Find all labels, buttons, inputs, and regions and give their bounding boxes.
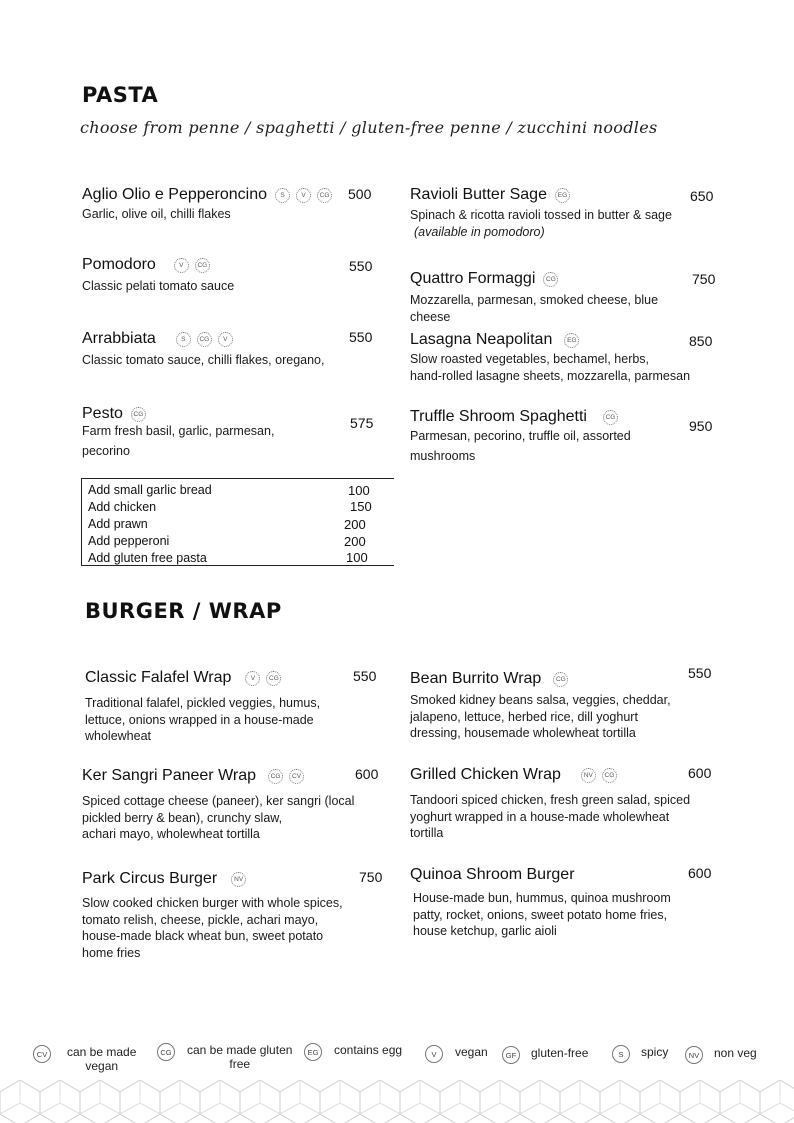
item-description: Mozzarella, parmesan, smoked cheese, blue cheese <box>410 293 659 324</box>
item-description: house-made black wheat bun, sweet potato <box>82 929 324 943</box>
legend-item <box>33 1045 136 1073</box>
gluten-free-icon: GF <box>502 1046 520 1064</box>
item-description: hand-rolled lasagne sheets, mozzarella, parmesan <box>410 368 691 383</box>
item-description: jalapeno, lettuce, herbed rice, dill yoghurt <box>410 709 638 724</box>
item-price: 550 <box>349 258 373 274</box>
menu-item <box>410 670 690 742</box>
item-price: 750 <box>359 869 383 885</box>
item-description: house ketchup, garlic aioli <box>413 924 557 938</box>
legend-label: spicy <box>641 1045 669 1059</box>
legend-label: gluten-free <box>531 1046 589 1060</box>
menu-item <box>85 669 355 745</box>
item-price: 575 <box>350 415 374 431</box>
menu-item <box>410 766 700 842</box>
gluten-free-option-icon: CG <box>553 672 568 687</box>
menu-item <box>82 330 382 369</box>
menu-item <box>82 767 362 843</box>
item-description: Garlic, olive oil, chilli flakes <box>82 207 231 221</box>
item-description: tortilla <box>410 826 444 840</box>
contains-egg-icon: EG <box>555 188 570 203</box>
item-description: House-made bun, hummus, quinoa mushroom <box>413 891 671 905</box>
item-description: Spinach & ricotta ravioli tossed in butter & sage <box>410 208 672 222</box>
gluten-free-option-icon: CG <box>157 1043 175 1061</box>
item-description: pickled berry & bean), crunchy slaw, <box>82 810 283 825</box>
item-price: 600 <box>355 766 379 782</box>
menu-item <box>82 405 382 459</box>
item-price: 550 <box>688 665 712 681</box>
vegan-icon: V <box>245 671 260 686</box>
pasta-subtitle: choose from penne / spaghetti / gluten-free penne / zucchini noodles <box>80 118 658 137</box>
menu-item <box>410 270 700 325</box>
item-price: 850 <box>689 333 713 349</box>
addon-label: Add pepperoni <box>88 534 170 548</box>
contains-egg-icon: EG <box>564 333 579 348</box>
menu-item <box>410 866 690 940</box>
item-name: Ker Sangri Paneer Wrap <box>82 767 257 784</box>
item-description: Slow roasted vegetables, bechamel, herbs, <box>410 352 650 366</box>
gluten-free-option-icon: CG <box>266 671 281 686</box>
item-description: Traditional falafel, pickled veggies, humus, <box>85 696 321 710</box>
hexagon-pattern-decoration <box>0 1080 794 1123</box>
legend-label: vegan <box>85 1059 119 1073</box>
item-name: Classic Falafel Wrap <box>85 669 232 686</box>
legend-label: non veg <box>714 1046 757 1060</box>
item-description: tomato relish, cheese, pickle, achari mayo, <box>82 912 319 927</box>
gluten-free-option-icon: CG <box>603 410 618 425</box>
legend-item <box>425 1045 488 1063</box>
addon-price: 100 <box>348 483 370 498</box>
gluten-free-option-icon: CG <box>602 768 617 783</box>
item-name: Quinoa Shroom Burger <box>410 866 575 883</box>
item-name: Aglio Olio e Pepperoncino <box>82 186 268 203</box>
item-name: Grilled Chicken Wrap <box>410 766 561 783</box>
item-name: Pomodoro <box>82 256 156 273</box>
contains-egg-icon: EG <box>304 1043 322 1061</box>
item-description: lettuce, onions wrapped in a house-made <box>85 712 314 727</box>
item-name: Pesto <box>82 405 123 422</box>
non-veg-icon: NV <box>231 872 246 887</box>
vegan-icon: V <box>296 188 311 203</box>
item-description: Parmesan, pecorino, truffle oil, assorted <box>410 429 631 443</box>
item-description: Classic tomato sauce, chilli flakes, oregano, <box>82 353 325 367</box>
item-price: 650 <box>690 188 714 204</box>
legend-item <box>304 1043 402 1061</box>
vegan-icon: V <box>218 332 233 347</box>
addon-label: Add prawn <box>88 517 148 531</box>
legend-label: free <box>229 1057 251 1071</box>
pasta-section-title: PASTA <box>82 83 159 107</box>
menu-item <box>82 870 348 961</box>
item-price: 600 <box>688 765 712 781</box>
item-description: Classic pelati tomato sauce <box>82 279 235 293</box>
addon-price: 200 <box>344 517 366 532</box>
item-description: Farm fresh basil, garlic, parmesan, <box>82 424 275 438</box>
item-description: achari mayo, wholewheat tortilla <box>82 827 260 841</box>
non-veg-icon: NV <box>685 1046 703 1064</box>
item-name: Bean Burrito Wrap <box>410 670 542 687</box>
item-description: pecorino <box>82 443 130 458</box>
item-description: dressing, housemade wholewheat tortilla <box>410 726 636 740</box>
addons-box <box>81 478 394 566</box>
item-description: patty, rocket, onions, sweet potato home fries, <box>413 907 668 922</box>
item-price: 950 <box>689 418 713 434</box>
vegan-option-icon: CV <box>33 1045 51 1063</box>
menu-item <box>410 331 700 384</box>
item-description: home fries <box>82 945 141 960</box>
spicy-icon: S <box>612 1045 630 1063</box>
addon-price: 200 <box>344 534 366 549</box>
legend-item <box>612 1045 668 1063</box>
spicy-icon: S <box>176 332 191 347</box>
legend-label: contains egg <box>334 1043 403 1057</box>
item-price: 550 <box>349 329 373 345</box>
item-price: 750 <box>692 271 716 287</box>
item-name: Quattro Formaggi <box>410 270 536 287</box>
item-note: (available in pomodoro) <box>414 224 545 239</box>
burger-section-title: BURGER / WRAP <box>85 599 282 623</box>
item-description: Slow cooked chicken burger with whole spices, <box>82 896 343 910</box>
gluten-free-option-icon: CG <box>197 332 212 347</box>
item-description: Spiced cottage cheese (paneer), ker sangri (local <box>82 794 355 808</box>
vegan-option-icon: CV <box>289 769 304 784</box>
legend-item <box>157 1043 292 1071</box>
addon-label: Add chicken <box>88 500 157 514</box>
item-description: wholewheat <box>85 729 152 743</box>
item-name: Truffle Shroom Spaghetti <box>410 408 587 425</box>
legend-label: vegan <box>455 1045 488 1059</box>
gluten-free-option-icon: CG <box>131 407 146 422</box>
addon-price: 150 <box>350 499 372 514</box>
legend-label: can be made <box>67 1045 137 1059</box>
item-description: yoghurt wrapped in a house-made wholewheat <box>410 809 670 824</box>
item-name: Lasagna Neapolitan <box>410 331 553 348</box>
spicy-icon: S <box>275 188 290 203</box>
addon-price: 100 <box>346 550 368 565</box>
gluten-free-option-icon: CG <box>268 769 283 784</box>
item-price: 500 <box>348 186 372 202</box>
gluten-free-option-icon: CG <box>317 188 332 203</box>
item-description: mushrooms <box>410 448 476 463</box>
menu-item <box>82 256 382 295</box>
legend-item <box>502 1046 588 1064</box>
vegan-icon: V <box>425 1045 443 1063</box>
addon-label: Add small garlic bread <box>88 483 212 497</box>
item-description: Tandoori spiced chicken, fresh green salad, spiced <box>410 793 691 807</box>
item-description: Smoked kidney beans salsa, veggies, cheddar, <box>410 693 671 707</box>
menu-item <box>410 408 700 464</box>
item-name: Park Circus Burger <box>82 870 218 887</box>
vegan-icon: V <box>174 258 189 273</box>
menu-item <box>82 186 382 223</box>
non-veg-icon: NV <box>581 768 596 783</box>
legend-label: can be made gluten <box>187 1043 293 1057</box>
addon-label: Add gluten free pasta <box>88 551 207 565</box>
gluten-free-option-icon: CG <box>543 272 558 287</box>
menu-item <box>410 186 700 240</box>
item-name: Arrabbiata <box>82 330 156 347</box>
item-price: 600 <box>688 865 712 881</box>
legend-item <box>685 1046 757 1064</box>
item-price: 550 <box>353 668 377 684</box>
gluten-free-option-icon: CG <box>195 258 210 273</box>
item-name: Ravioli Butter Sage <box>410 186 547 203</box>
